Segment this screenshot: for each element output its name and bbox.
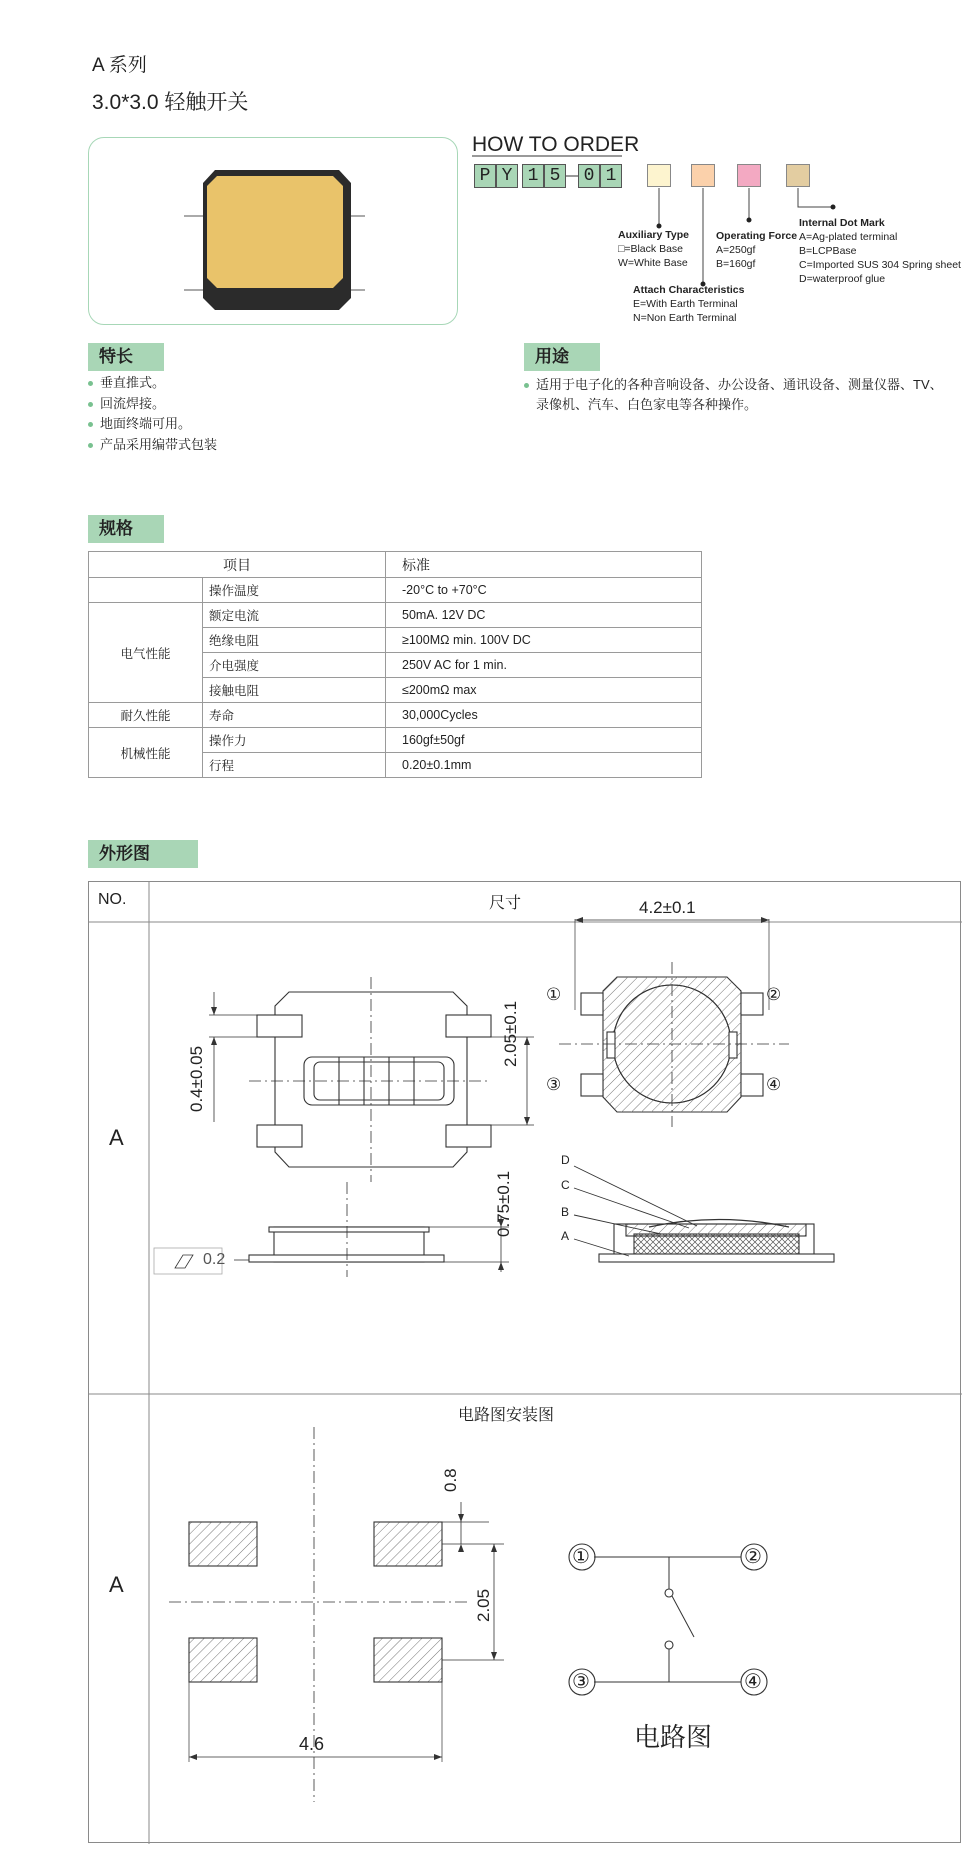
table-header-row [89, 552, 702, 578]
attach-option: N=Non Earth Terminal [633, 312, 737, 324]
circuit-pin-2: ② [744, 1546, 762, 1568]
operating-force-block [716, 229, 797, 271]
option-box-attach [691, 164, 715, 187]
dot-mark-option: B=LCPBase [799, 245, 857, 257]
product-title: 3.0*3.0 轻触开关 [92, 91, 249, 114]
force-option: B=160gf [716, 258, 756, 270]
header-standard: 标准 [386, 552, 702, 578]
feature-item: 地面终端可用。 [88, 414, 217, 435]
specs-tag: 规格 [88, 515, 164, 543]
dim-terminal: 0.4±0.05 [187, 1045, 206, 1112]
spec-item: 额定电流 [203, 603, 386, 628]
pin-1: ① [546, 985, 562, 1004]
pin-2: ② [766, 985, 782, 1004]
dim-height: 0.75±0.1 [494, 1170, 513, 1237]
feature-item: 垂直推式。 [88, 373, 217, 394]
auxiliary-type-block [618, 228, 689, 270]
features-list [88, 373, 217, 455]
dim-pad-pitch: 2.05 [474, 1588, 493, 1622]
attach-characteristics-block [633, 283, 744, 325]
circuit-pin-3: ③ [572, 1671, 590, 1693]
feature-item: 回流焊接。 [88, 394, 217, 415]
table-row [89, 703, 702, 728]
row-a-label: A [109, 1125, 124, 1150]
feature-item: 产品采用编带式包装 [88, 435, 217, 456]
product-photo-frame [88, 137, 458, 325]
attach-characteristics-title: Attach Characteristics [633, 284, 745, 296]
layer-d-label: D [561, 1153, 570, 1167]
dot-mark-option: C=Imported SUS 304 Spring sheet [799, 259, 961, 271]
circuit-label: 电路图 [634, 1722, 713, 1752]
dim-pad-width: 0.8 [441, 1468, 460, 1492]
spec-group: 电气性能 [89, 603, 203, 703]
features-tag: 特长 [88, 343, 164, 371]
header-item: 项目 [89, 552, 386, 578]
table-row [89, 728, 702, 753]
spec-item: 操作力 [203, 728, 386, 753]
col-size-header: 尺寸 [489, 895, 522, 912]
order-code-char: 1 [522, 164, 544, 188]
pin-4: ④ [766, 1075, 782, 1094]
spec-group: 机械性能 [89, 728, 203, 778]
layer-c-label: C [561, 1178, 570, 1192]
option-box-force [737, 164, 761, 187]
spec-item: 寿命 [203, 703, 386, 728]
dot-mark-option: A=Ag-plated terminal [799, 231, 898, 243]
spec-item: 行程 [203, 753, 386, 778]
attach-option: E=With Earth Terminal [633, 298, 738, 310]
table-row [89, 578, 702, 603]
spec-table [88, 551, 702, 778]
spec-item: 绝缘电阻 [203, 628, 386, 653]
circuit-pin-1: ① [572, 1546, 590, 1568]
order-code-char: 1 [600, 164, 622, 188]
auxiliary-option: W=White Base [618, 257, 688, 269]
switch-product-image [89, 138, 457, 324]
spec-value: 250V AC for 1 min. [386, 653, 702, 678]
outline-tag: 外形图 [88, 840, 198, 868]
layer-a-label: A [561, 1229, 570, 1243]
internal-dot-mark-title: Internal Dot Mark [799, 217, 885, 229]
layer-b-label: B [561, 1205, 570, 1219]
usage-tag: 用途 [524, 343, 600, 371]
spec-value: 50mA. 12V DC [386, 603, 702, 628]
spec-value: -20°C to +70°C [386, 578, 702, 603]
spec-value: ≥100MΩ min. 100V DC [386, 628, 702, 653]
dim-pad-span: 4.6 [299, 1734, 325, 1754]
circuit-pin-4: ④ [744, 1671, 762, 1693]
dim-pitch: 2.05±0.1 [501, 1000, 520, 1067]
operating-force-title: Operating Force [716, 230, 798, 242]
dot-mark-option: D=waterproof glue [799, 273, 886, 285]
spec-value: 160gf±50gf [386, 728, 702, 753]
col-no-header: NO. [98, 891, 127, 908]
usage-text: 适用于电子化的各种音响设备、办公设备、通讯设备、测量仪器、TV、录像机、汽车、白色家电等各种操作。 [524, 375, 944, 415]
option-box-auxiliary [647, 164, 671, 187]
order-code-char: P [474, 164, 496, 188]
spec-item: 操作温度 [203, 578, 386, 603]
outline-drawing-frame [88, 881, 961, 1843]
row-a-label: A [109, 1572, 124, 1597]
dim-width: 4.2±0.1 [639, 898, 696, 917]
order-code-char: 0 [578, 164, 600, 188]
spec-value: 0.20±0.1mm [386, 753, 702, 778]
spec-item: 介电强度 [203, 653, 386, 678]
series-title: A 系列 [92, 55, 147, 76]
spec-item: 接触电阻 [203, 678, 386, 703]
internal-dot-mark-block [799, 216, 961, 286]
order-code-char: 5 [544, 164, 566, 188]
table-row [89, 603, 702, 628]
order-code-char: Y [496, 164, 518, 188]
force-option: A=250gf [716, 244, 756, 256]
auxiliary-option: □=Black Base [618, 243, 683, 255]
spec-group: 耐久性能 [89, 703, 203, 728]
option-box-dot-mark [786, 164, 810, 187]
how-to-order-title: HOW TO ORDER [472, 133, 640, 156]
pin-3: ③ [546, 1075, 562, 1094]
spec-value: ≤200mΩ max [386, 678, 702, 703]
install-title: 电路图安装图 [458, 1407, 555, 1424]
auxiliary-type-title: Auxiliary Type [618, 229, 689, 241]
technical-drawing [89, 882, 962, 1844]
spec-value: 30,000Cycles [386, 703, 702, 728]
dim-flatness: 0.2 [203, 1251, 226, 1268]
